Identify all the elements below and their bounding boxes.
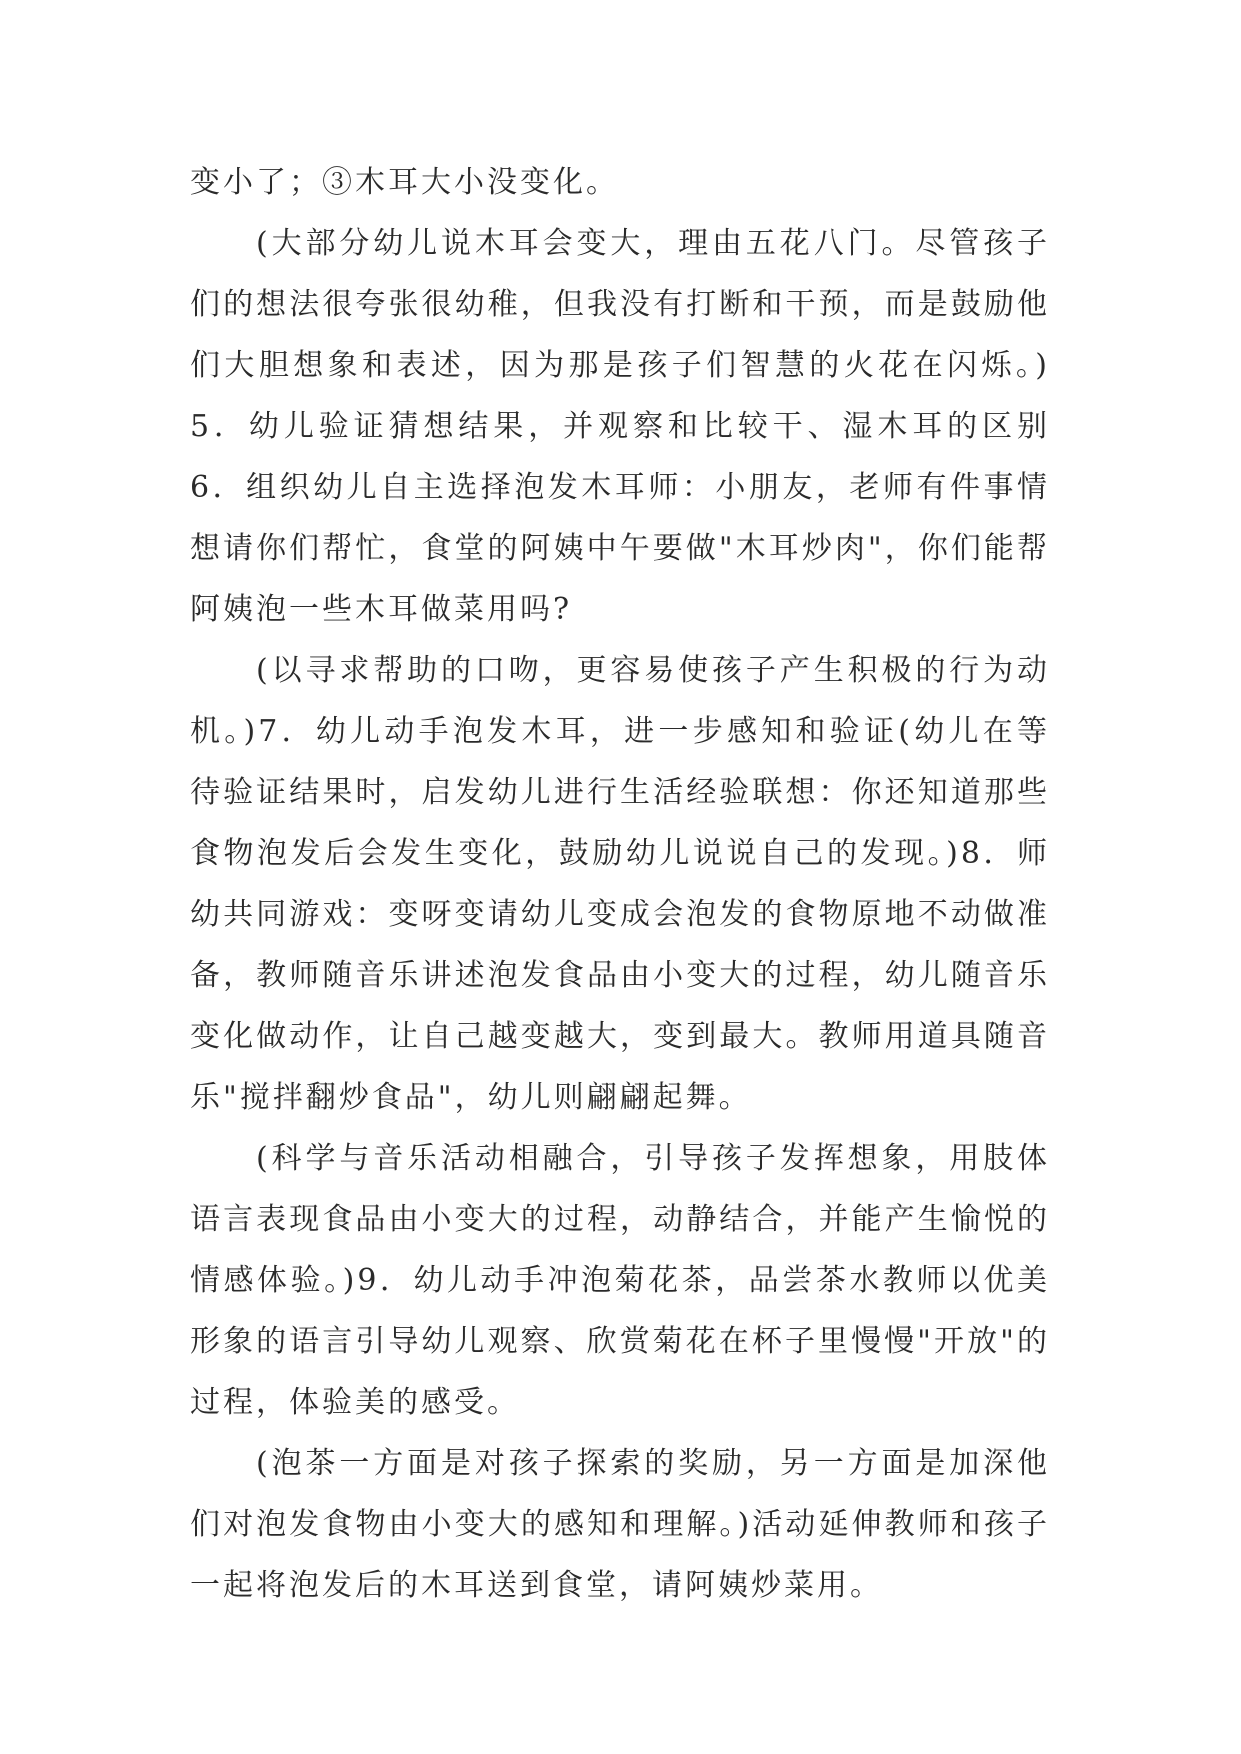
paragraph-continuation: 变小了；③木耳大小没变化。 — [190, 165, 619, 200]
paragraph-teacher-reflection: (大部分幼儿说木耳会变大，理由五花八门。尽管孩子们的想法很夸张很幼稚，但我没有打断和干预，而是鼓励他们大胆想象和表述，因为那是孩子们智慧的火花在闪烁。)5．幼儿验证猜想结果，并观察和比较干、湿木耳的区别6．组织幼儿自主选择泡发木耳师：小朋友，老师有件事情想请你们帮忙，食堂的阿姨中午要做"木耳炒肉"，你们能帮阿姨泡一些木耳做菜用吗? — [190, 226, 1050, 627]
body-text — [190, 152, 1050, 1616]
paragraph-soaking-activity: (以寻求帮助的口吻，更容易使孩子产生积极的行为动机。)7．幼儿动手泡发木耳，进一步感知和验证(幼儿在等待验证结果时，启发幼儿进行生活经验联想：你还知道那些食物泡发后会发生变化，鼓励幼儿说说自己的发现。)8．师幼共同游戏：变呀变请幼儿变成会泡发的食物原地不动做准备，教师随音乐讲述泡发食品由小变大的过程，幼儿随音乐变化做动作，让自己越变越大，变到最大。教师用道具随音乐"搅拌翻炒食品"，幼儿则翩翩起舞。 — [190, 653, 1050, 1115]
paragraph-activity-extension: (泡茶一方面是对孩子探索的奖励，另一方面是加深他们对泡发食物由小变大的感知和理解。)活动延伸教师和孩子一起将泡发后的木耳送到食堂，请阿姨炒菜用。 — [190, 1446, 1050, 1603]
paragraph-music-science: (科学与音乐活动相融合，引导孩子发挥想象，用肢体语言表现食品由小变大的过程，动静结合，并能产生愉悦的情感体验。)9．幼儿动手冲泡菊花茶，品尝茶水教师以优美形象的语言引导幼儿观察、欣赏菊花在杯子里慢慢"开放"的过程，体验美的感受。 — [190, 1141, 1050, 1420]
